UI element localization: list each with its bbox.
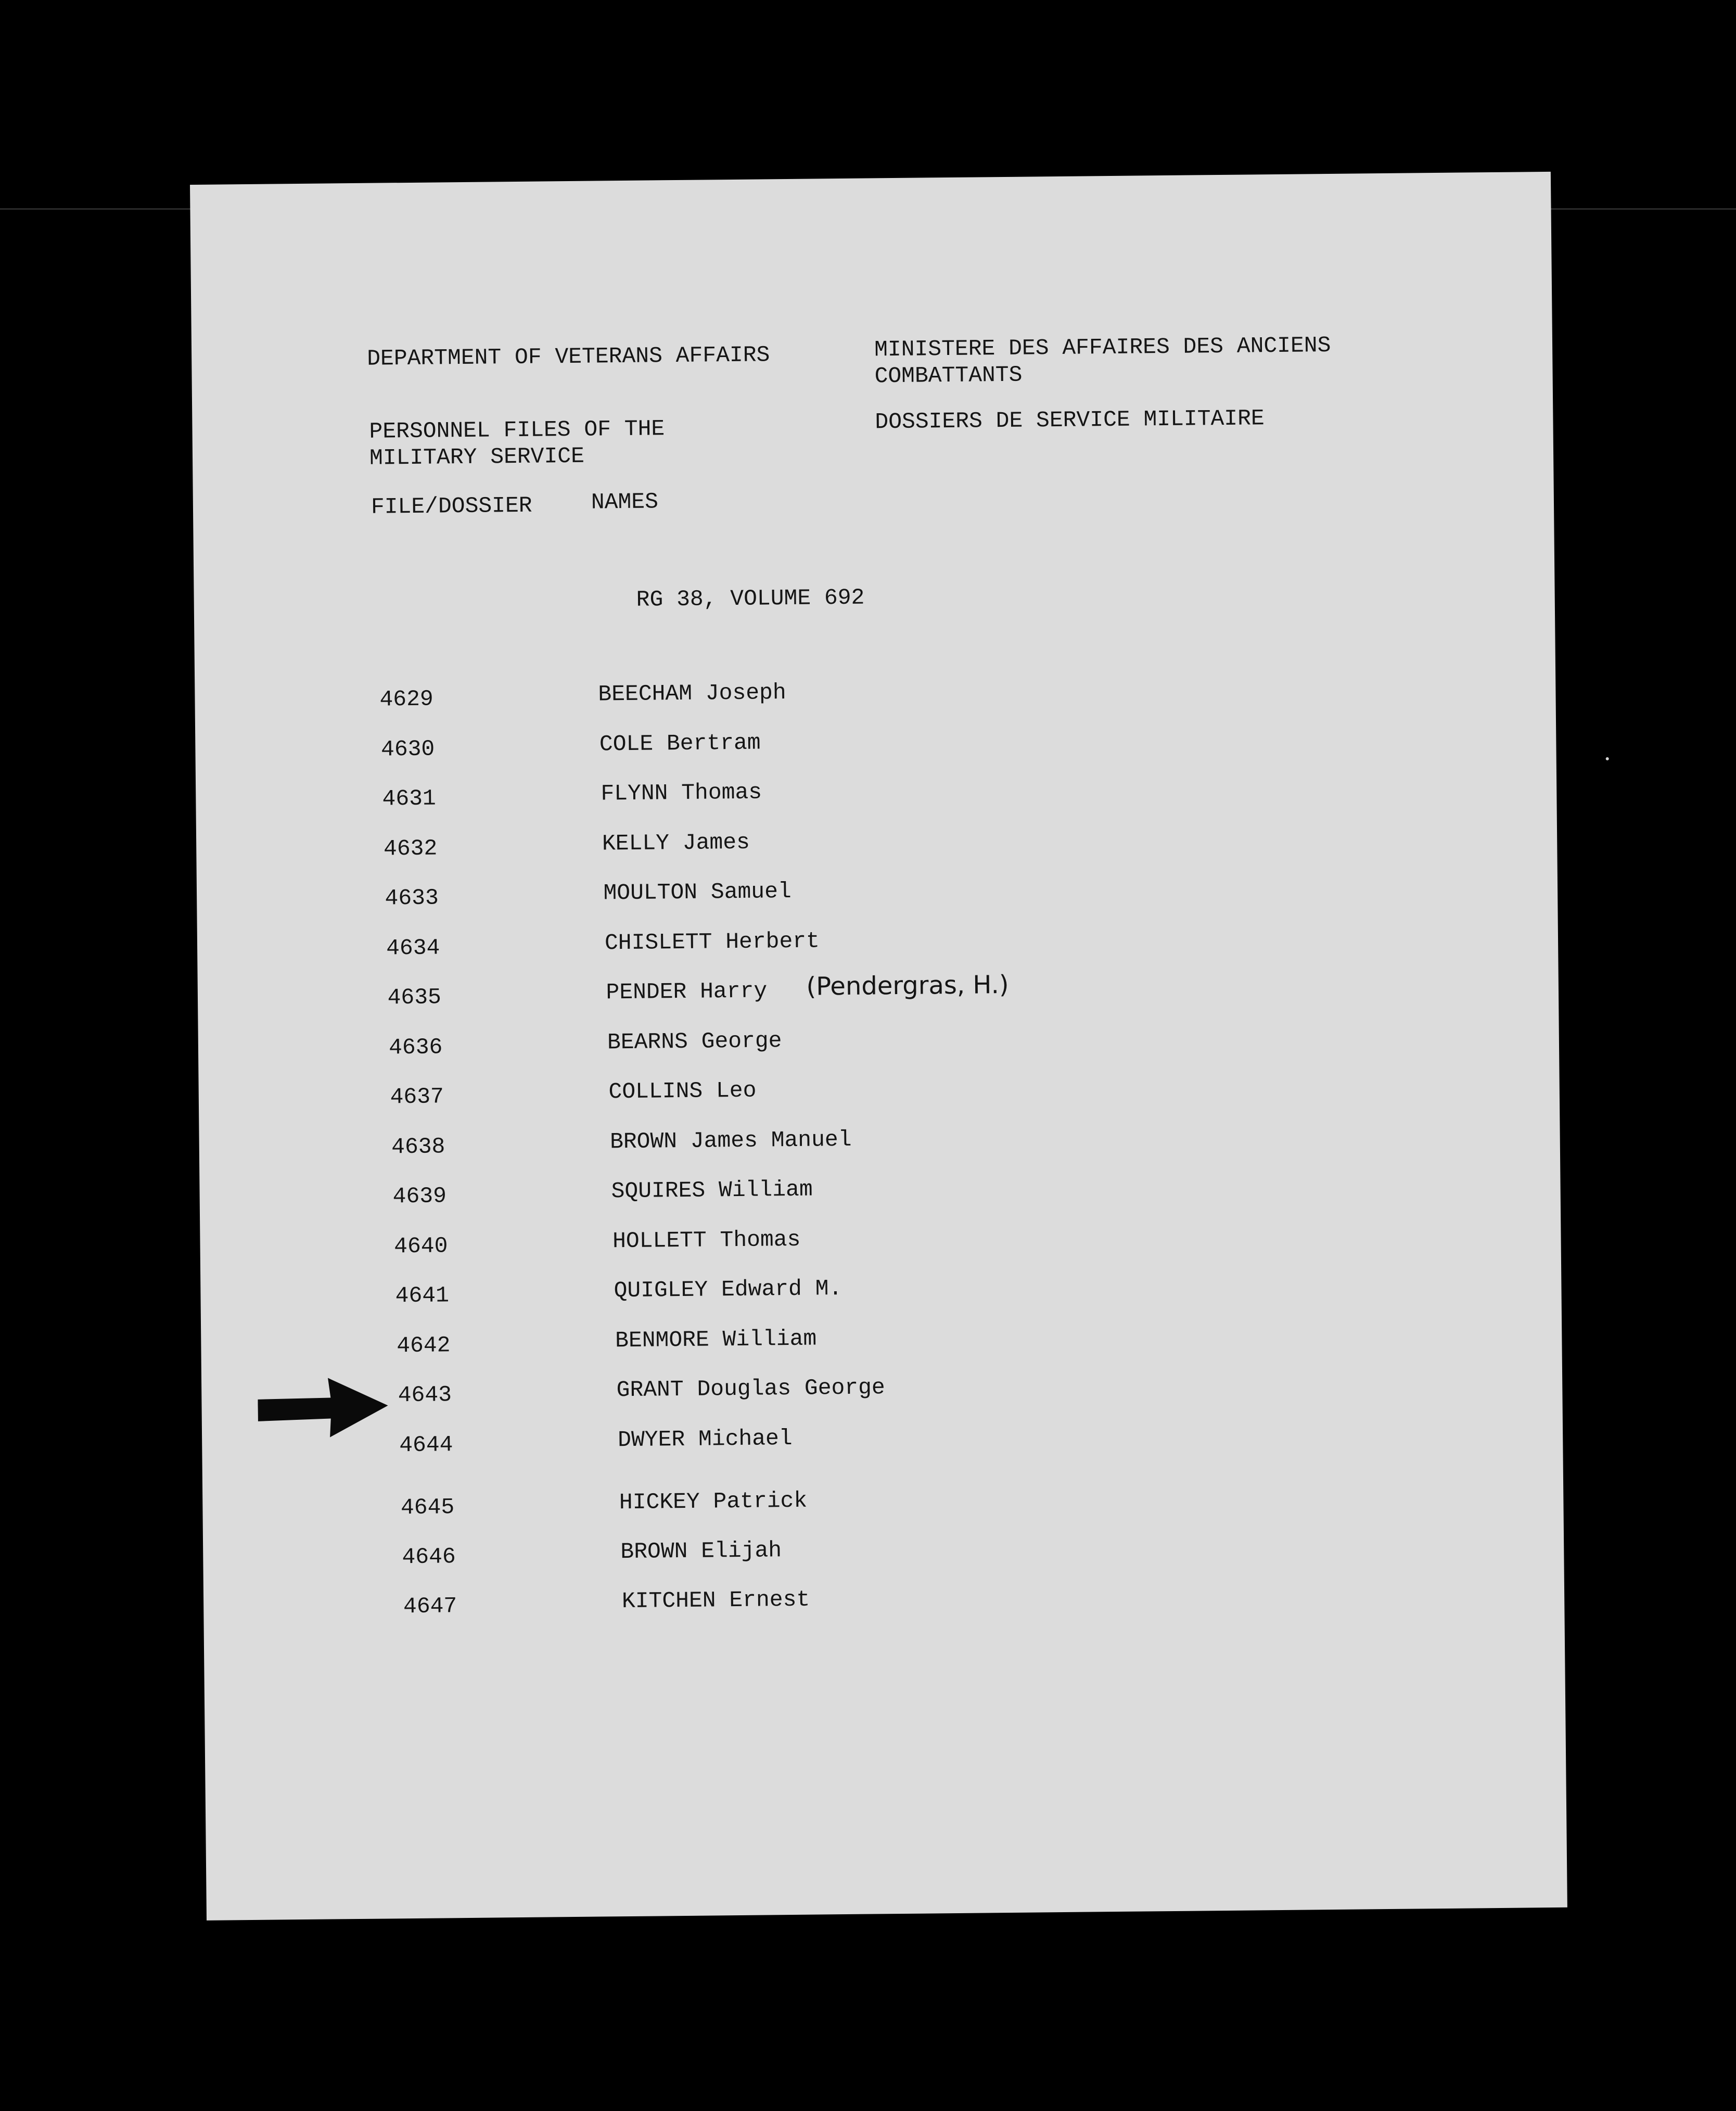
entry-name: COLLINS Leo [608, 1077, 757, 1105]
entry-name: CHISLETT Herbert [604, 927, 820, 956]
entry-name: KELLY James [602, 829, 750, 856]
header-right-line3: DOSSIERS DE SERVICE MILITAIRE [875, 405, 1265, 435]
entry-name: DWYER Michael [617, 1425, 793, 1453]
header-right-line1: MINISTERE DES AFFAIRES DES ANCIENS [874, 332, 1331, 363]
column-header-names: NAMES [591, 489, 659, 515]
entry-name: MOULTON Samuel [603, 878, 792, 906]
entry-name: BROWN Elijah [620, 1537, 782, 1565]
file-number: 4640 [393, 1232, 448, 1259]
header-left-line2: PERSONNEL FILES OF THE [369, 416, 665, 444]
file-number: 4642 [396, 1332, 451, 1358]
entry-name: HOLLETT Thomas [612, 1226, 801, 1254]
header-left-line3: MILITARY SERVICE [369, 443, 585, 471]
file-number: 4641 [395, 1282, 450, 1309]
entry-name: BEECHAM Joseph [598, 680, 786, 707]
entry-name: PENDER Harry [606, 978, 768, 1006]
entry-name: HICKEY Patrick [619, 1487, 808, 1516]
entry-note [806, 971, 1009, 1000]
handwritten-alias-note: (Pendergras, H.) [806, 970, 1009, 1001]
header-right-line2: COMBATTANTS [874, 362, 1023, 389]
file-number: 4633 [385, 885, 439, 911]
file-number: 4637 [390, 1084, 444, 1110]
file-number: 4639 [392, 1183, 447, 1210]
file-number: 4635 [387, 984, 442, 1011]
file-number: 4630 [380, 736, 435, 762]
entry-name: SQUIRES William [611, 1176, 813, 1204]
entry-name: GRANT Douglas George [616, 1375, 885, 1403]
entry-name: BENMORE William [615, 1326, 817, 1353]
entry-name: QUIGLEY Edward M. [614, 1276, 843, 1304]
document-page [190, 172, 1567, 1921]
file-number: 4632 [383, 835, 438, 861]
file-number: 4646 [402, 1544, 456, 1570]
file-number: 4636 [388, 1034, 443, 1060]
file-number: 4643 [398, 1382, 452, 1408]
file-number: 4629 [379, 686, 433, 713]
entry-name: KITCHEN Ernest [621, 1586, 810, 1614]
arrow-right-icon [258, 1373, 393, 1442]
file-number: 4644 [399, 1431, 453, 1458]
entry-name: BROWN James Manuel [609, 1126, 852, 1154]
file-number: 4638 [391, 1133, 445, 1160]
file-number: 4634 [386, 934, 440, 961]
column-header-file: FILE/DOSSIER [371, 492, 532, 520]
entry-name: BEARNS George [607, 1027, 782, 1055]
entry-name: COLE Bertram [599, 730, 761, 757]
entry-name: FLYNN Thomas [601, 779, 762, 807]
file-number: 4631 [382, 785, 436, 812]
header-left-line1: DEPARTMENT OF VETERANS AFFAIRS [366, 342, 770, 372]
paper-speck [1606, 757, 1609, 760]
file-number: 4647 [403, 1593, 457, 1620]
volume-label: RG 38, VOLUME 692 [636, 584, 865, 613]
file-number: 4645 [400, 1494, 455, 1521]
